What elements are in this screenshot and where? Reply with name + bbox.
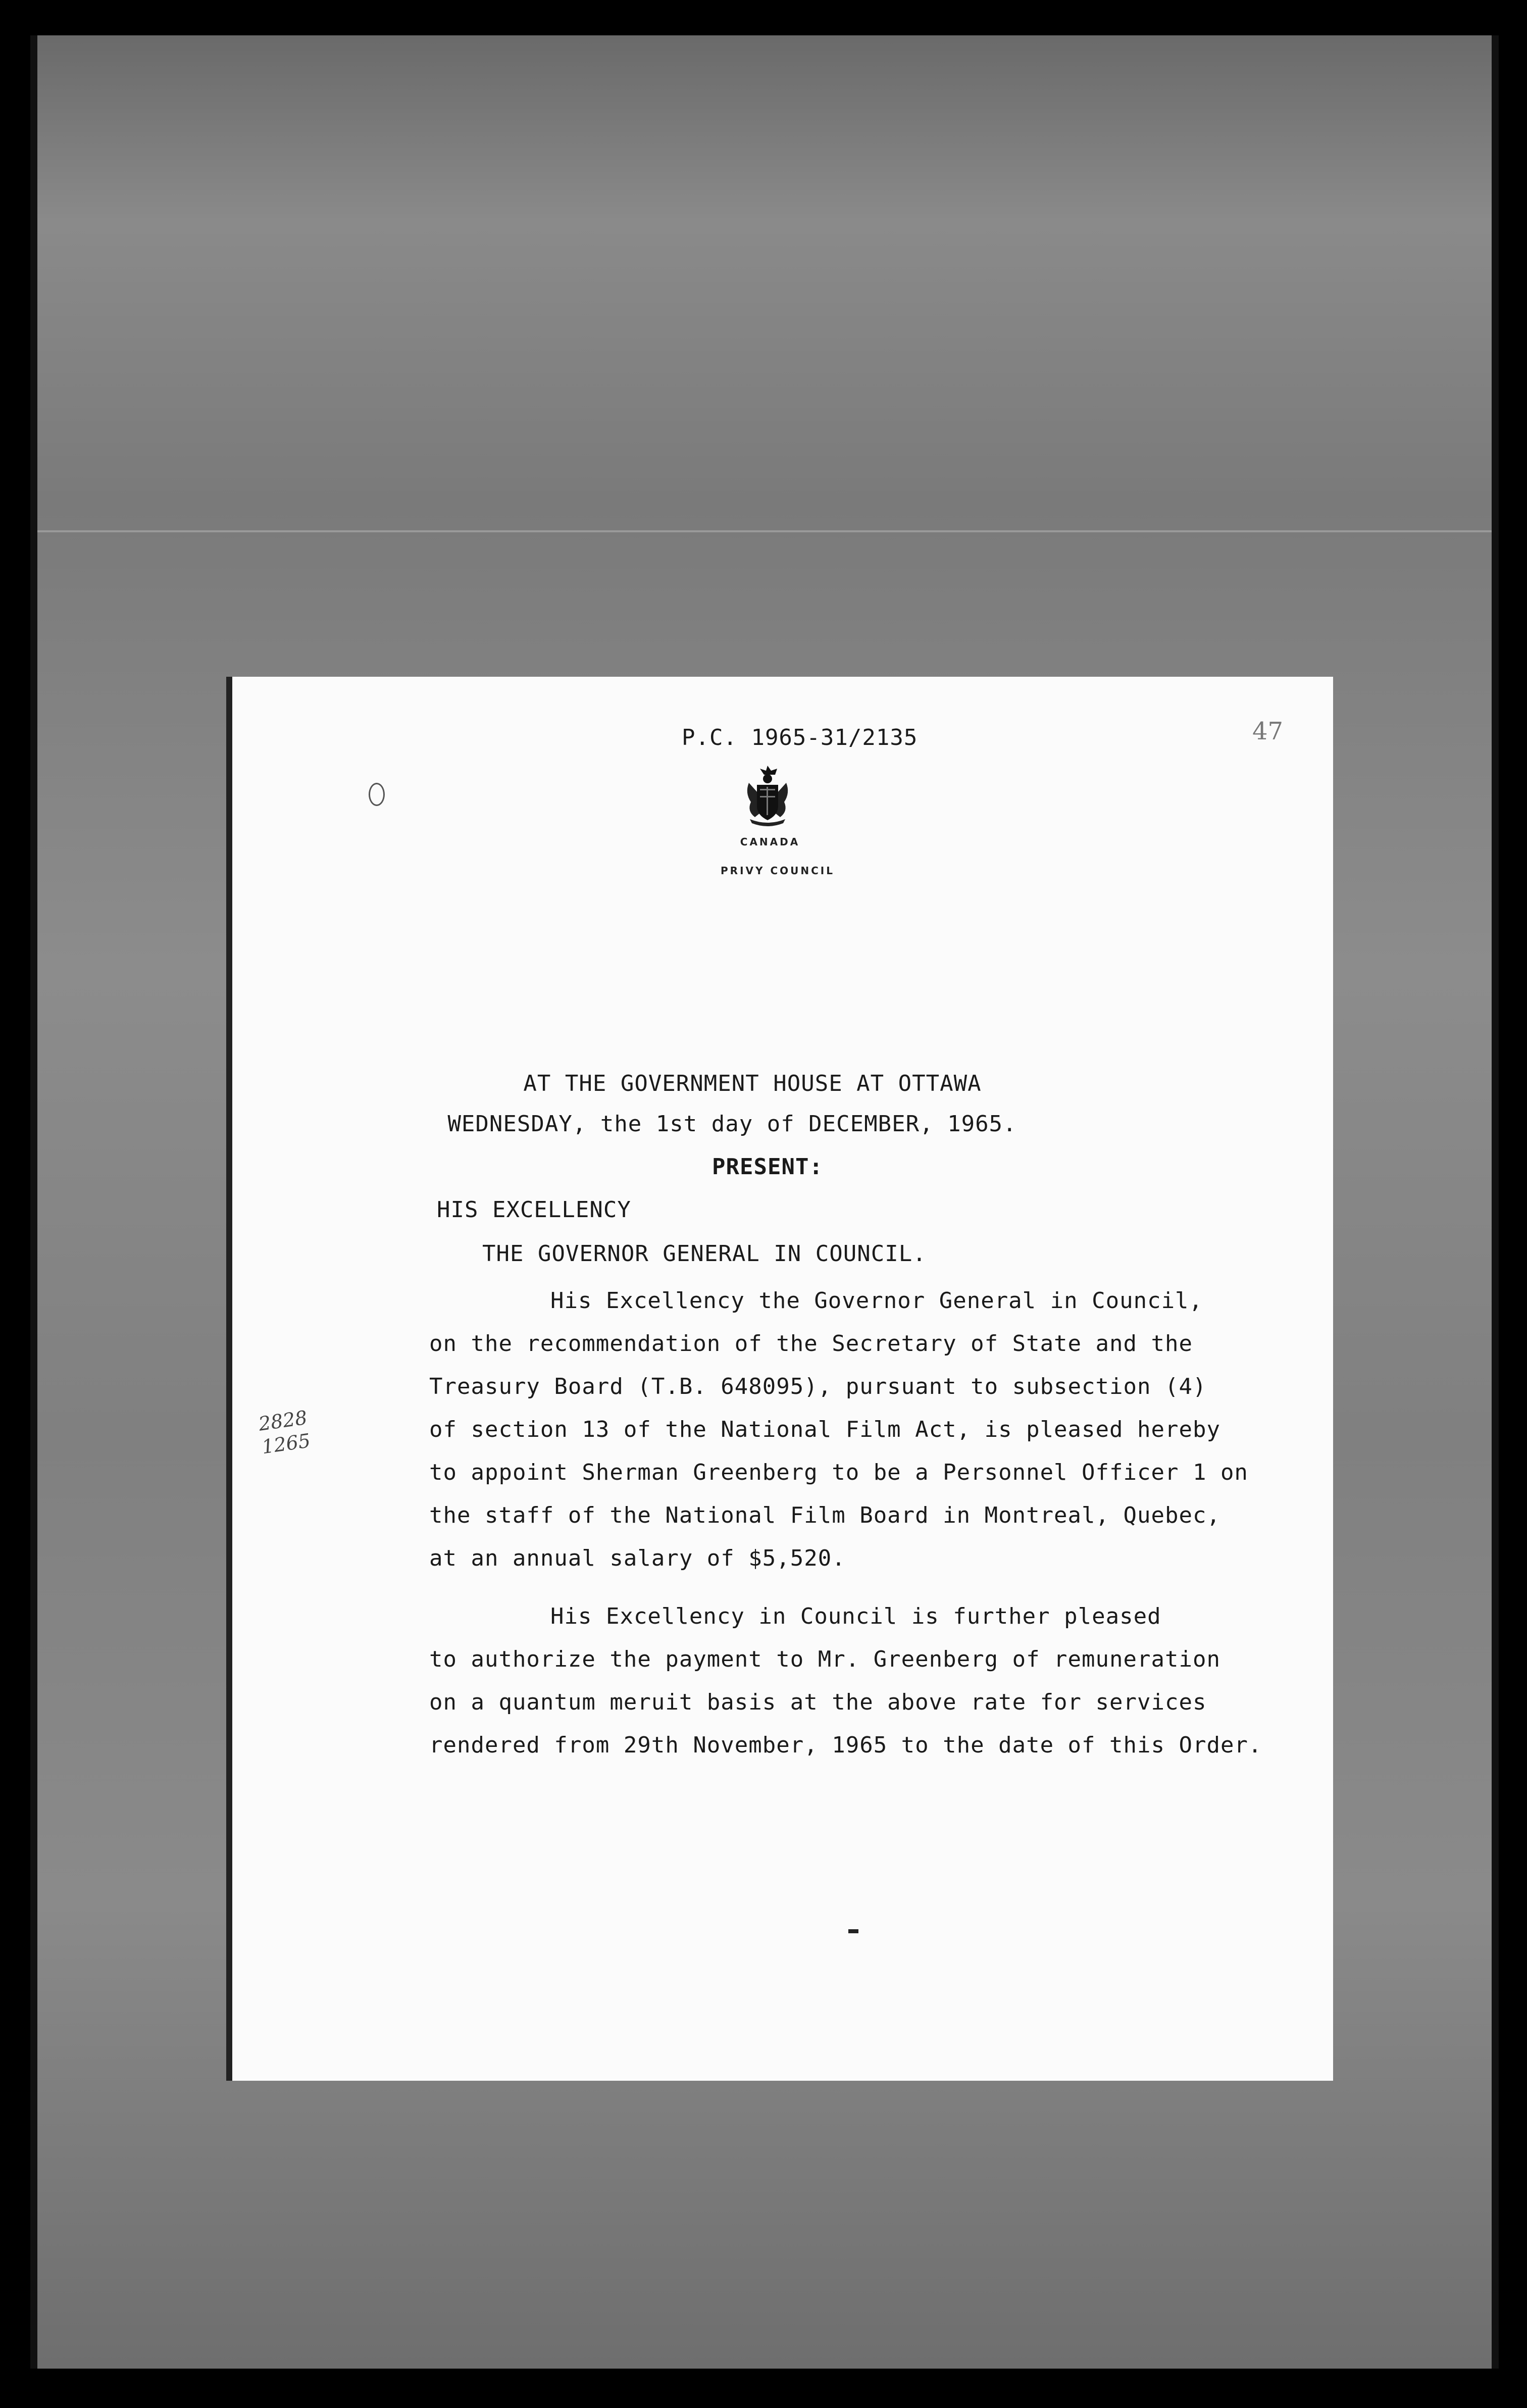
margin-note-line-2: 1265 (260, 1429, 312, 1459)
paragraph-1-line: the staff of the National Film Board in Montreal, Quebec, (429, 1502, 1220, 1528)
paragraph-1-line: His Excellency the Governor General in Council, (550, 1288, 1203, 1314)
paragraph-2-line: rendered from 29th November, 1965 to the date of this Order. (429, 1732, 1262, 1758)
ink-mark (848, 1929, 858, 1933)
paragraph-2-line: His Excellency in Council is further pleased (550, 1603, 1161, 1629)
paragraph-1-line: to appoint Sherman Greenberg to be a Personnel Officer 1 on (429, 1460, 1248, 1485)
present-heading: PRESENT: (712, 1154, 823, 1180)
addressee-line-1: HIS EXCELLENCY (437, 1197, 631, 1223)
letterhead-council: PRIVY COUNCIL (721, 865, 835, 877)
handwritten-margin-note (257, 1406, 312, 1459)
venue-heading: AT THE GOVERNMENT HOUSE AT OTTAWA (523, 1071, 982, 1096)
coat-of-arms-icon (740, 763, 795, 828)
paragraph-1-line: at an annual salary of $5,520. (429, 1545, 846, 1571)
paragraph-1-line: Treasury Board (T.B. 648095), pursuant to subsection (4) (429, 1374, 1207, 1399)
order-number: P.C. 1965-31/2135 (682, 725, 918, 750)
margin-note-line-1: 2828 (257, 1406, 309, 1435)
letterhead-country: CANADA (740, 836, 800, 848)
document-page (232, 677, 1333, 2081)
date-line: WEDNESDAY, the 1st day of DECEMBER, 1965. (447, 1111, 1017, 1137)
addressee-line-2: THE GOVERNOR GENERAL IN COUNCIL. (482, 1241, 927, 1267)
paragraph-1-line: of section 13 of the National Film Act, is pleased hereby (429, 1417, 1220, 1442)
paragraph-1-line: on the recommendation of the Secretary of State and the (429, 1331, 1193, 1357)
paragraph-2-line: on a quantum meruit basis at the above rate for services (429, 1689, 1207, 1715)
paragraph-2-line: to authorize the payment to Mr. Greenberg of remuneration (429, 1646, 1220, 1672)
page-number: 47 (1252, 717, 1284, 745)
punch-mark (369, 783, 385, 806)
